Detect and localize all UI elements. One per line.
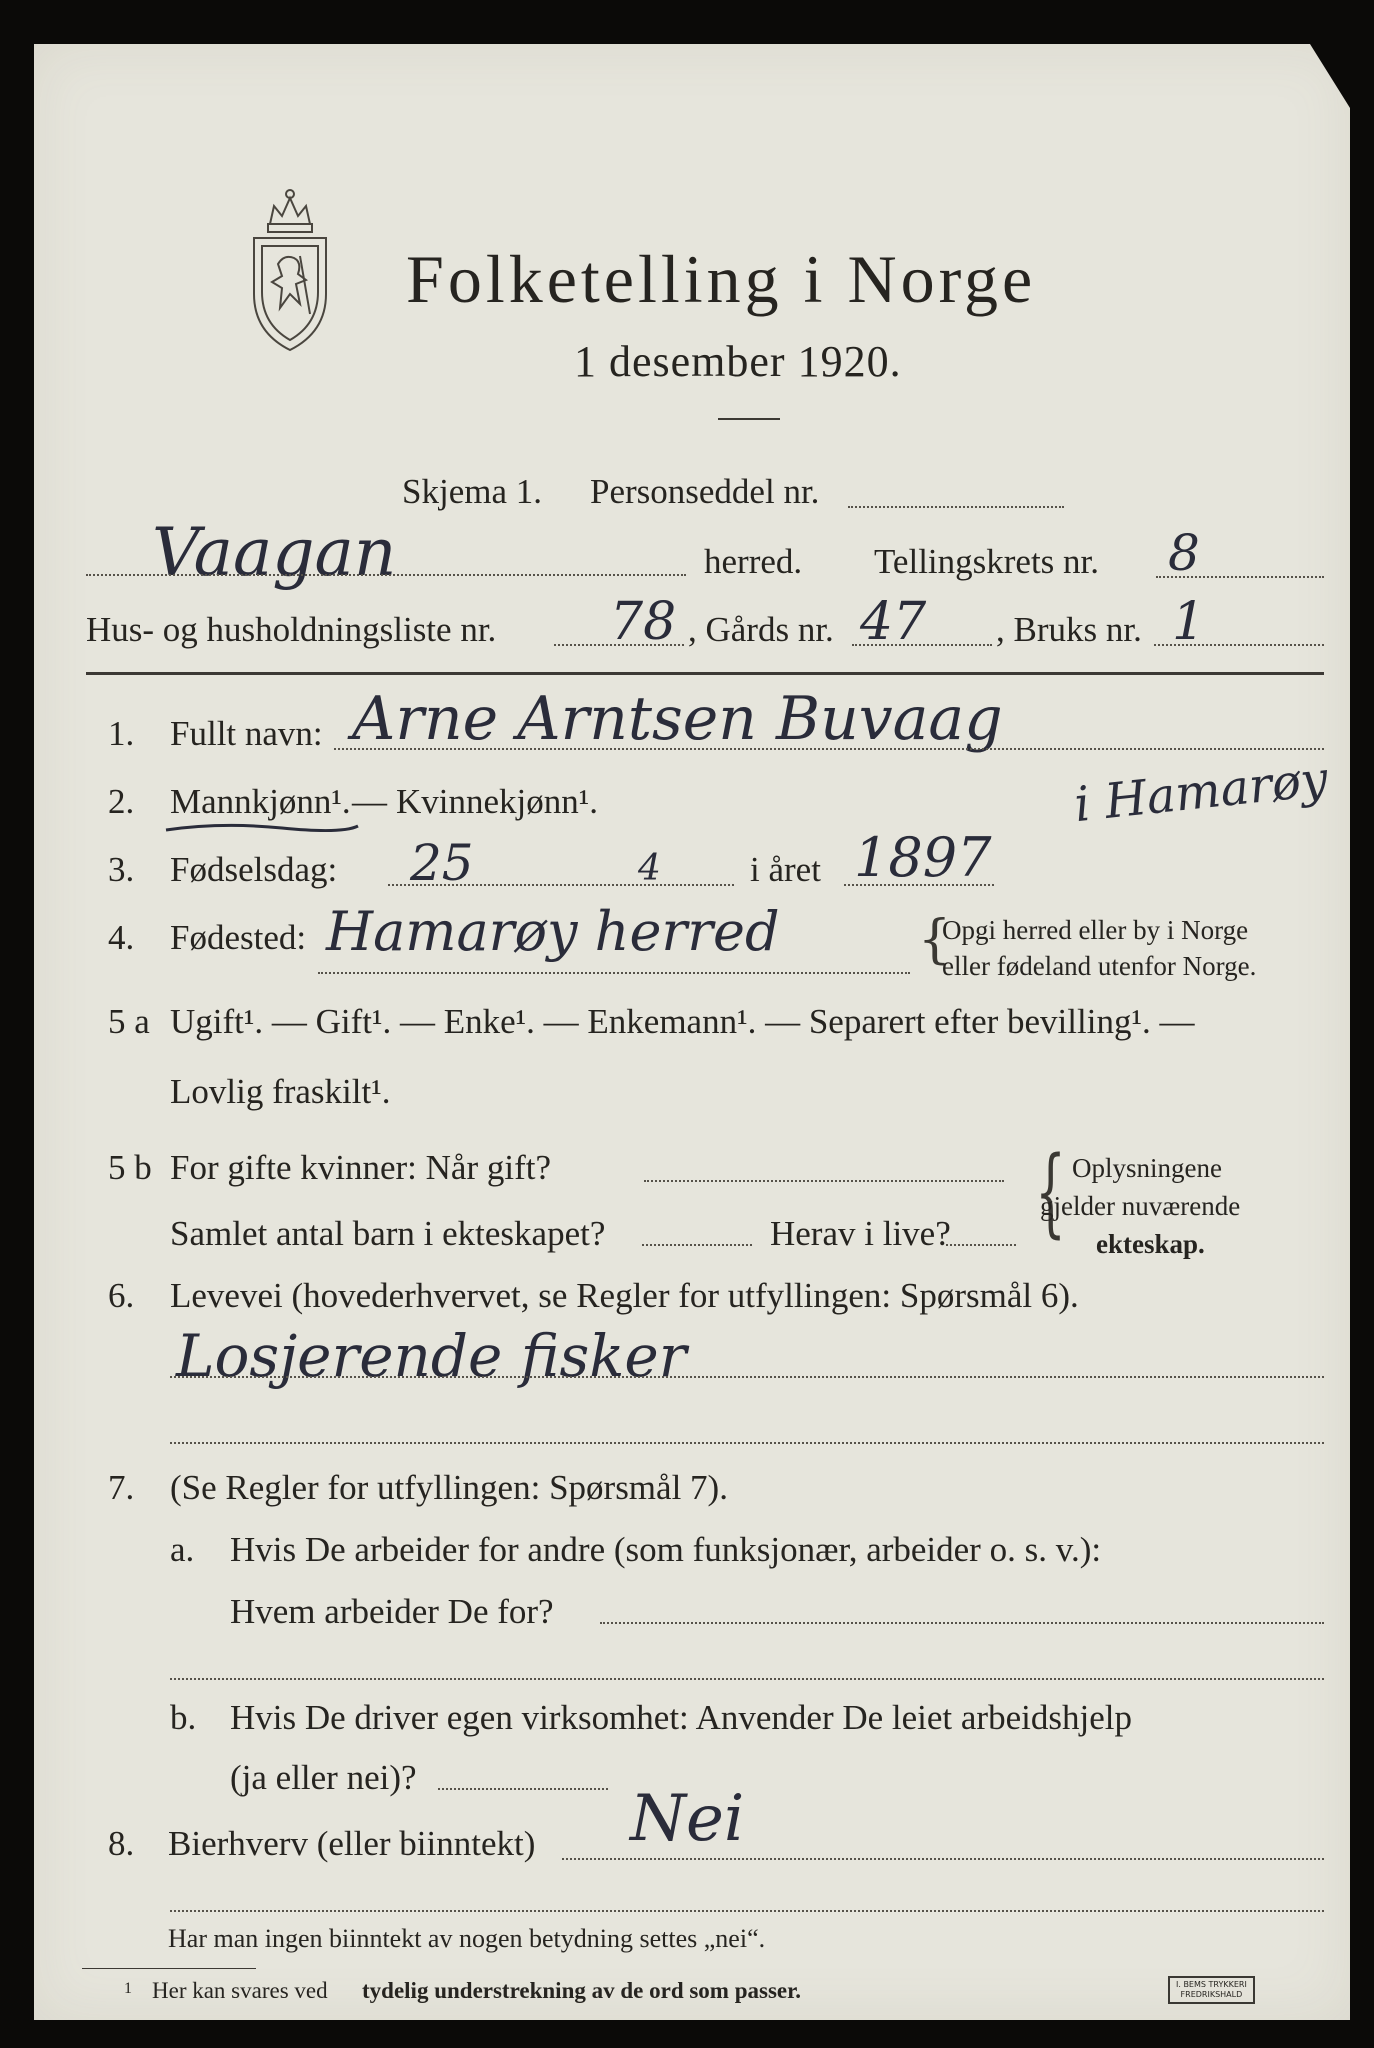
- footnote-emphasis: tydelig understrekning av de ord som passer.: [362, 1978, 801, 2003]
- birth-month-value: 4: [638, 848, 661, 889]
- employer-field-2[interactable]: [170, 1678, 1324, 1680]
- herred-label: herred.: [704, 542, 803, 581]
- q2-number: 2.: [108, 782, 135, 821]
- hired-help-label: (ja eller nei)?: [230, 1758, 417, 1797]
- birth-year-field[interactable]: [844, 884, 994, 886]
- q7b-question: Hvis De driver egen virksomhet: Anvender De leiet arbeidshjelp: [230, 1698, 1132, 1737]
- birthplace-field[interactable]: [318, 972, 910, 974]
- footnote-mark: 1: [124, 1980, 132, 1997]
- male-option[interactable]: Mannkjønn¹.: [170, 782, 351, 821]
- folded-corner: [1310, 44, 1350, 108]
- hus-label: Hus- og husholdningsliste nr.: [86, 610, 497, 649]
- birth-day-value: 25: [410, 834, 474, 892]
- full-name-field[interactable]: [334, 748, 1324, 750]
- full-name-value: Arne Arntsen Buvaag: [352, 684, 1003, 754]
- q4-number: 4.: [108, 918, 135, 957]
- marriage-hint-2: gjelder nuværende: [1040, 1191, 1241, 1221]
- census-date: 1 desember 1920.: [574, 337, 902, 386]
- birthday-label: Fødselsdag:: [170, 850, 338, 889]
- hus-field[interactable]: [554, 644, 684, 646]
- q7b-number: b.: [170, 1698, 197, 1737]
- bruks-field[interactable]: [1154, 644, 1324, 646]
- hus-value: 78: [610, 592, 677, 652]
- children-alive-field[interactable]: [946, 1244, 1016, 1246]
- side-income-value: Nei: [630, 1782, 745, 1856]
- q3-number: 3.: [108, 850, 135, 889]
- personseddel-label: Personseddel nr.: [590, 472, 820, 511]
- q7a-question: Hvis De arbeider for andre (som funksjonær, arbeider o. s. v.):: [230, 1530, 1102, 1569]
- printer-stamp-line-2: FREDRIKSHALD: [1180, 1990, 1243, 1999]
- tellingskrets-field[interactable]: [1156, 576, 1324, 578]
- printer-stamp: [1168, 1976, 1255, 2004]
- gards-label: , Gårds nr.: [688, 610, 834, 649]
- birthplace-hint-1: Opgi herred eller by i Norge: [942, 915, 1249, 945]
- male-underline-mark: [162, 820, 362, 836]
- birthplace-brace: {: [918, 910, 952, 970]
- bruks-label: , Bruks nr.: [996, 610, 1142, 649]
- header-rule: [86, 672, 1324, 675]
- printer-stamp-line-1: I. BEMS TRYKKERI: [1176, 1980, 1247, 1989]
- q6-number: 6.: [108, 1276, 135, 1315]
- skjema-label: Skjema 1.: [402, 472, 542, 511]
- birthplace-value: Hamarøy herred: [326, 900, 780, 963]
- q5b-number: 5 b: [108, 1148, 152, 1187]
- marital-status-options[interactable]: Ugift¹. — Gift¹. — Enke¹. — Enkemann¹. — Separert efter bevilling¹. —: [170, 1002, 1195, 1041]
- occupation-label: Levevei (hovederhvervet, se Regler for utfyllingen: Spørsmål 6).: [170, 1276, 1079, 1315]
- marriage-hint-3: ekteskap.: [1096, 1229, 1205, 1259]
- footnote-text: Her kan svares ved: [152, 1978, 328, 2003]
- children-total-field[interactable]: [642, 1244, 752, 1246]
- side-income-note: Har man ingen biinntekt av nogen betydning settes „nei“.: [168, 1924, 766, 1953]
- footnote-rule: [82, 1968, 256, 1969]
- birthday-field[interactable]: [388, 884, 734, 886]
- herred-value: Vaagan: [152, 514, 397, 591]
- married-when-field[interactable]: [644, 1180, 1004, 1182]
- hired-help-field[interactable]: [438, 1788, 608, 1790]
- q1-number: 1.: [108, 714, 135, 753]
- divorced-option[interactable]: Lovlig fraskilt¹.: [170, 1072, 391, 1111]
- side-income-field-2[interactable]: [170, 1910, 1324, 1912]
- side-income-label: Bierhverv (eller biinntekt): [168, 1824, 536, 1863]
- tellingskrets-label: Tellingskrets nr.: [874, 542, 1100, 581]
- q5a-number: 5 a: [108, 1002, 150, 1041]
- children-total-label: Samlet antal barn i ekteskapet?: [170, 1214, 606, 1253]
- occupation-field[interactable]: [170, 1376, 1324, 1378]
- gards-value: 47: [860, 592, 927, 652]
- bruks-value: 1: [1172, 592, 1206, 652]
- female-option[interactable]: Kvinnekjønn¹.: [396, 782, 599, 821]
- gender-separator: —: [352, 782, 387, 821]
- q7-number: 7.: [108, 1468, 135, 1507]
- marriage-brace: {: [1035, 1136, 1066, 1248]
- full-name-label: Fullt navn:: [170, 714, 323, 753]
- coat-of-arms-icon: [240, 184, 340, 354]
- tellingskrets-value: 8: [1168, 524, 1200, 582]
- occupation-field-2[interactable]: [170, 1442, 1324, 1444]
- married-when-label: For gifte kvinner: Når gift?: [170, 1148, 552, 1187]
- census-form: [34, 44, 1350, 2020]
- side-income-field[interactable]: [562, 1858, 1324, 1860]
- year-label: i året: [750, 850, 821, 889]
- occupation-value: Losjerende fisker: [176, 1322, 687, 1390]
- employer-label: Hvem arbeider De for?: [230, 1592, 554, 1631]
- children-alive-label: Herav i live?: [770, 1214, 951, 1253]
- birth-year-value: 1897: [854, 826, 992, 889]
- employer-field[interactable]: [600, 1622, 1324, 1624]
- gards-field[interactable]: [852, 644, 992, 646]
- marriage-hint-1: Oplysningene: [1072, 1153, 1222, 1183]
- herred-field[interactable]: [86, 574, 686, 576]
- birthplace-note: i Hamarøy: [1071, 750, 1331, 834]
- personseddel-field[interactable]: [848, 506, 1064, 508]
- q7a-number: a.: [170, 1530, 195, 1569]
- title-divider: [718, 418, 780, 420]
- form-title: Folketelling i Norge: [406, 241, 1037, 317]
- q8-number: 8.: [108, 1824, 135, 1863]
- birthplace-label: Fødested:: [170, 918, 307, 957]
- q7-label: (Se Regler for utfyllingen: Spørsmål 7).: [170, 1468, 728, 1507]
- birthplace-hint-2: eller fødeland utenfor Norge.: [942, 951, 1257, 981]
